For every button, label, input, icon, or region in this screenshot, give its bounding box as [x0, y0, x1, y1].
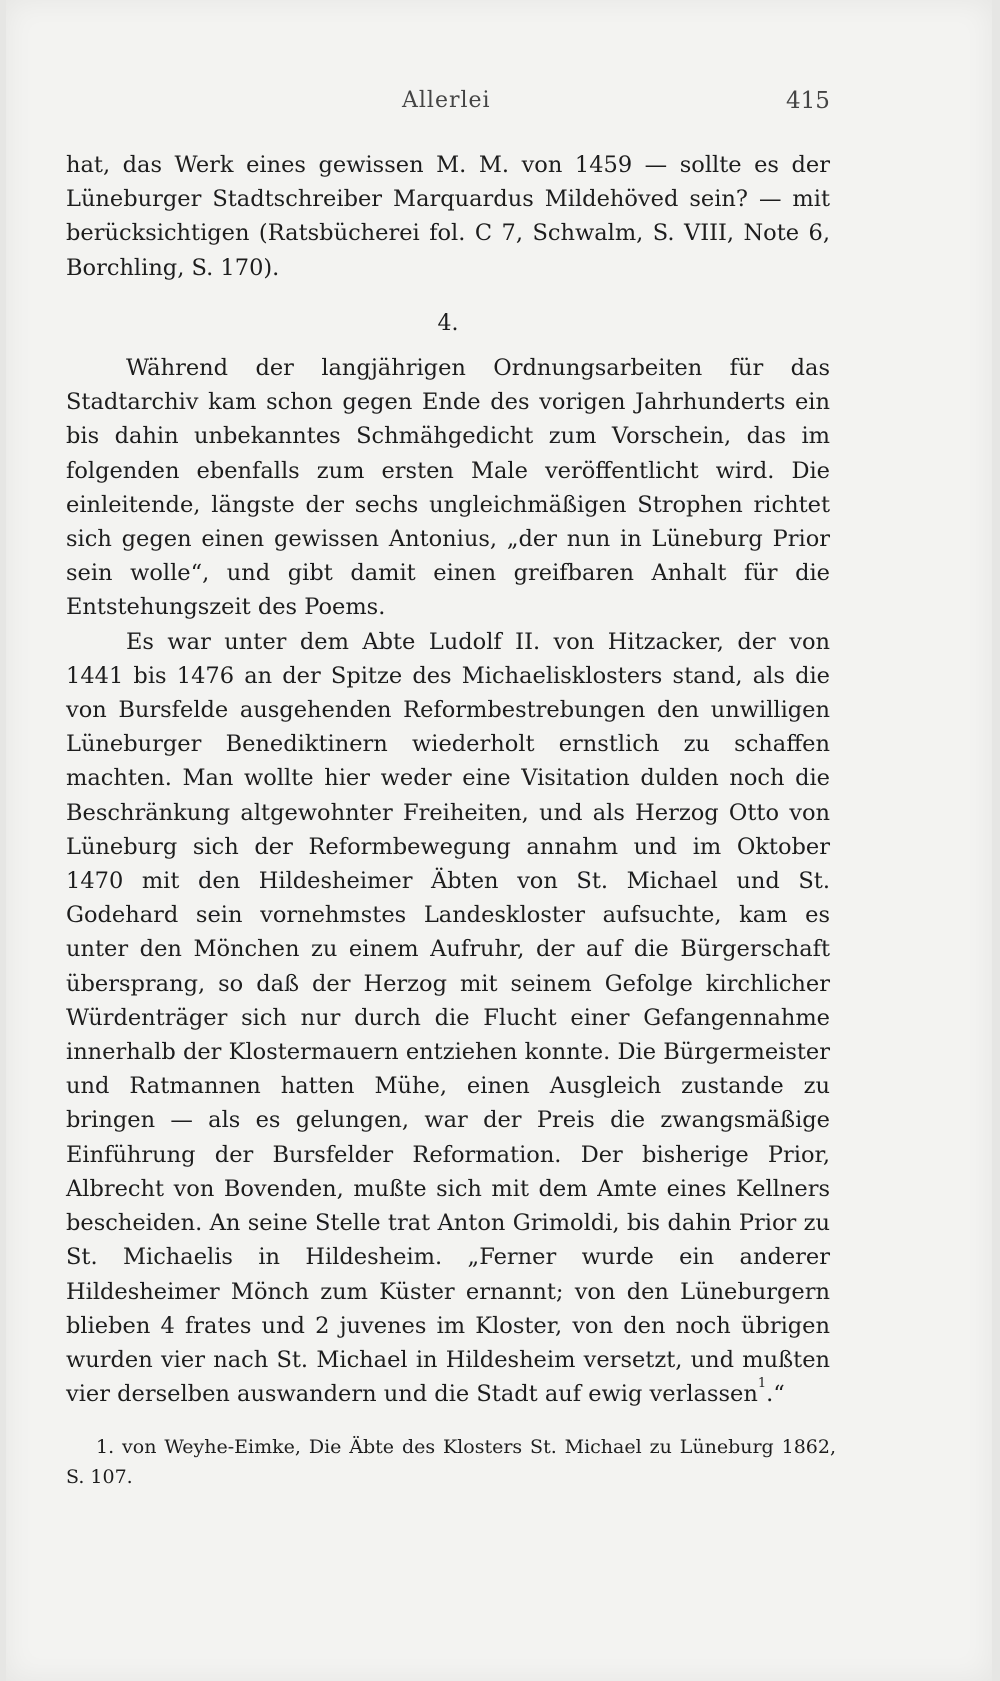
paragraph-3-text: Es war unter dem Abte Ludolf II. von Hitzacker, der von 1441 bis 1476 an der Spitze des Michaelisklosters stand, als die von Bursfelde ausgehenden Reformbestrebungen den unwilligen Lüneburger Benediktinern wiederholt ernstlich zu schaffen machten. Man wollte hier weder eine Visitation dulden noch die Beschränkung altgewohnter Freiheiten, und als Herzog Otto von Lüneburg sich der Reformbewegung annahm und im Oktober 1470 mit den Hildesheimer Äbten von St. Michael und St. Godehard sein vornehmstes Landeskloster aufsuchte, kam es unter den Mönchen zu einem Aufruhr, der auf die Bürgerschaft übersprang, so daß der Herzog mit seinem Gefolge kirchlicher Würdenträger sich nur durch die Flucht einer Gefangennahme innerhalb der Klostermauern entziehen konnte. Die Bürgermeister und Ratmannen hatten Mühe, einen Ausgleich zustande zu bringen — als es gelungen, war der Preis die zwangsmäßige Einführung der Bursfelder Reformation. Der bisherige Prior, Albrecht von Bovenden, mußte sich mit dem Amte eines Kellners bescheiden. An seine Stelle trat Anton Grimoldi, bis dahin Prior zu St. Michaelis in Hildesheim. „Ferner wurde ein anderer Hildesheimer Mönch zum Küster ernannt; von den Lüneburgern blieben 4 frates und 2 juvenes im Kloster, von den noch übrigen wurden vier nach St. Michael in Hildesheim versetzt, und mußten vier derselben auswandern und die Stadt auf ewig verlassen [66, 628, 830, 1408]
section-number: 4. [437, 310, 459, 336]
running-head: Allerlei [402, 88, 491, 113]
page-number: 415 [786, 88, 830, 114]
paragraph-3-closing: .“ [766, 1381, 785, 1408]
page-header [0, 82, 1000, 118]
paragraph-1: hat, das Werk eines gewissen M. M. von 1459 — sollte es der Lüneburger Stadtschreiber Marquardus Mildehöved sein? — mit berücksichtigen (Ratsbücherei fol. C 7, Schwalm, S. VIII, Note 6, Borchling, S. 170). [66, 152, 830, 281]
footnote-1: 1. von Weyhe-Eimke, Die Äbte des Klosters St. Michael zu Lüneburg 1862, S. 107. [66, 1436, 836, 1488]
footnote-reference[interactable]: 1 [757, 1376, 767, 1392]
paragraph-3 [66, 625, 830, 1412]
main-text [66, 148, 830, 1411]
footnotes [66, 1432, 836, 1492]
paragraph-2: Während der langjährigen Ordnungsarbeiten für das Stadtarchiv kam schon gegen Ende des vorigen Jahrhunderts ein bis dahin unbekanntes Schmähgedicht zum Vorschein, das im folgenden ebenfalls zum ersten Male veröffentlicht wird. Die einleitende, längste der sechs ungleichmäßigen Strophen richtet sich gegen einen gewissen Antonius, „der nun in Lüneburg Prior sein wolle“, und gibt damit einen greifbaren Anhalt für die Entstehungszeit des Poems. [66, 355, 830, 621]
